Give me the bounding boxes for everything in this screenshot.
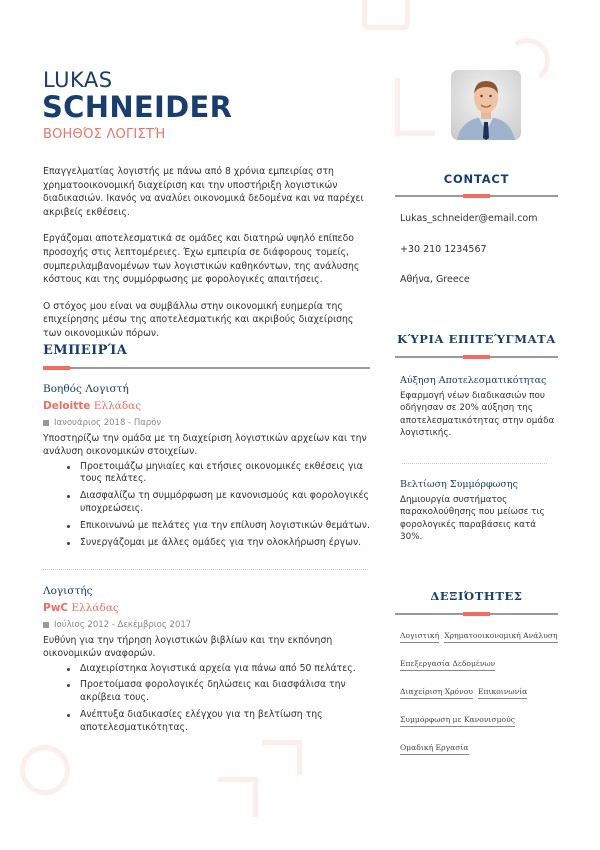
first-name: LUKAS <box>43 68 113 92</box>
profile-summary <box>43 165 373 354</box>
achievements-heading: ΚΎΡΙΑ ΕΠΙΤΕΎΓΜΑΤΑ <box>397 332 556 346</box>
summary-paragraph: Επαγγελματίας λογιστής με πάνω από 8 χρόνια εμπειρίας στη χρηματοοικονομική διαχείριση και την υποστήριξη λογιστικών διαδικασιών. Ικανός να αναλύει οικονομικά δεδομένα και να παρέχει ακριβείς εκθέσεις. <box>43 166 364 218</box>
job-bullet: Προετοίμασα φορολογικές δηλώσεις και διασφάλισα την ακρίβεια τους. <box>67 679 373 705</box>
job-bullet: Διασφαλίζω τη συμμόρφωση με κανονισμούς και φορολογικές υποχρεώσεις. <box>67 490 373 516</box>
achievement-item <box>400 479 555 544</box>
job-dates-text: Ιανουάριος 2018 - Παρόν <box>54 418 162 428</box>
job-company <box>43 602 373 614</box>
job-role: Βοηθός Λογιστή <box>43 383 129 395</box>
contact-location: Αθήνα, Greece <box>400 274 470 285</box>
skill-tag: Επεξεργασία Δεδομένων <box>400 659 495 671</box>
job-bullet: Επικοινωνώ με πελάτες για την επίλυση λογιστικών θεμάτων. <box>67 520 373 533</box>
decorative-corner-shape <box>395 78 435 136</box>
decorative-corner-shape <box>262 740 302 775</box>
contact-email[interactable]: Lukas_schneider@email.com <box>400 213 538 224</box>
contact-heading: CONTACT <box>443 172 510 186</box>
experience-heading: ΕΜΠΕΙΡΊΑ <box>43 343 128 358</box>
job-dates <box>43 620 373 630</box>
decorative-corner-shape <box>218 777 258 817</box>
experience-divider <box>43 367 370 369</box>
skill-tag: Ομαδική Εργασία <box>400 743 469 755</box>
job-bullet-list <box>43 663 373 735</box>
job-role: Λογιστής <box>43 585 93 597</box>
achievements-accent-bar <box>463 355 490 359</box>
company-name: PwC <box>43 602 69 614</box>
summary-paragraph: Εργάζομαι αποτελεσματικά σε ομάδες και διατηρώ υψηλό επίπεδο προσοχής στις λεπτομέρειες. Έχω εμπειρία σε διάφορους τομείς, συμπεριλαμβανομένων των λογιστικών καθηκόντων, της ανάλυσης κόστους και της συμμόρφωσης με φορολογικές απαιτήσεις. <box>43 233 360 286</box>
skills-list <box>400 631 560 755</box>
job-title: ΒΟΗΘΌΣ ΛΟΓΙΣΤΉ <box>43 127 166 142</box>
skill-tag: Επικοινωνία <box>478 687 527 699</box>
profile-photo <box>451 70 521 140</box>
job-bullet: Ανέπτυξα διαδικασίες ελέγχου για τη βελτίωση της αποτελεσματικότητας. <box>67 709 373 735</box>
skill-tag: Χρηματοοικονομική Ανάλυση <box>444 631 557 643</box>
calendar-icon <box>43 622 49 628</box>
skills-accent-bar <box>463 612 490 616</box>
company-location: Ελλάδας <box>93 400 142 412</box>
person-portrait-icon <box>451 70 521 140</box>
job-bullet: Συνεργάζομαι με άλλες ομάδες για την ολοκλήρωση έργων. <box>67 537 373 550</box>
entry-separator <box>43 569 368 570</box>
skill-tag: Συμμόρφωση με Κανονισμούς <box>400 715 515 727</box>
skills-heading: ΔΕΞΙΌΤΗΤΕΣ <box>430 589 523 603</box>
achievement-separator <box>402 463 547 464</box>
experience-accent-bar <box>43 366 70 370</box>
job-bullet-list <box>43 461 373 550</box>
job-dates-text: Ιούλιος 2012 - Δεκέμβριος 2017 <box>54 620 192 630</box>
calendar-icon <box>43 420 49 426</box>
company-location: Ελλάδας <box>71 602 119 614</box>
experience-entry <box>43 585 373 739</box>
summary-paragraph: Ο στόχος μου είναι να συμβάλλω στην οικονομική ευημερία της επιχείρησης μέσω της αποτελεσματικής και ακριβούς διαχείρισης των οικονομικών πόρων. <box>43 300 354 339</box>
achievement-item <box>400 375 555 440</box>
job-dates <box>43 418 373 428</box>
achievement-title: Βελτίωση Συμμόρφωσης <box>400 479 518 490</box>
achievement-description: Δημιουργία συστήματος παρακολούθησης που μείωσε τις φορολογικές παραβάσεις κατά 30%. <box>400 495 545 543</box>
contact-accent-bar <box>463 194 490 198</box>
contact-phone: +30 210 1234567 <box>400 244 487 255</box>
skill-tag: Λογιστική <box>400 631 439 643</box>
job-company <box>43 400 373 412</box>
company-name: Deloitte <box>43 400 91 412</box>
job-description: Ευθύνη για την τήρηση λογιστικών βιβλίων και την εκπόνηση οικονομικών αναφορών. <box>43 635 333 659</box>
job-bullet: Διαχειρίστηκα λογιστικά αρχεία για πάνω από 50 πελάτες. <box>67 663 373 676</box>
job-description: Υποστηρίζω την ομάδα με τη διαχείριση λογιστικών αρχείων και την ανάλυση οικονομικών στοιχείων. <box>43 433 367 457</box>
last-name: SCHNEIDER <box>42 90 233 124</box>
decorative-circle-shape <box>20 745 70 795</box>
experience-entry <box>43 383 373 553</box>
job-bullet: Προετοιμάζω μηνιαίες και ετήσιες οικονομικές εκθέσεις για τους πελάτες. <box>67 461 373 487</box>
achievement-title: Αύξηση Αποτελεσματικότητας <box>400 375 547 386</box>
skill-tag: Διαχείριση Χρόνου <box>400 687 473 699</box>
achievement-description: Εφαρμογή νέων διαδικασιών που οδήγησαν σε 20% αύξηση της αποτελεσματικότητας στην ομάδα λογιστικής. <box>400 391 555 439</box>
decorative-square-shape <box>362 0 410 30</box>
